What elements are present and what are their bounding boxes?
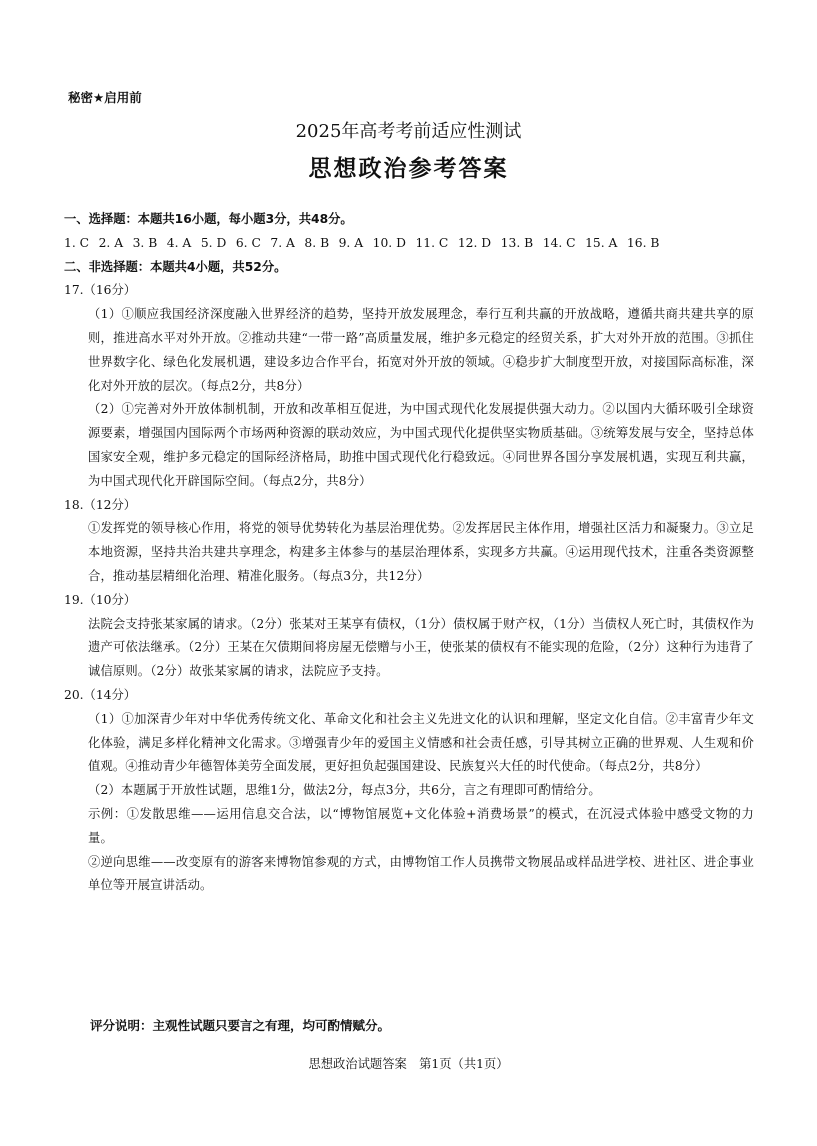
choice-answer: 3. B: [132, 235, 158, 250]
choice-answer: 6. C: [235, 235, 261, 250]
choice-answer: 5. D: [200, 235, 227, 250]
choice-answer: 10. D: [372, 235, 406, 250]
choice-answer: 12. D: [457, 235, 492, 250]
choice-answer: 2. A: [98, 235, 124, 250]
question-20-example-2: ②逆向思维——改变原有的游客来博物馆参观的方式，由博物馆工作人员携带文物展品或样品进学校、进社区、进企事业单位等开展宣讲活动。: [88, 854, 754, 893]
choice-answer: 11. C: [415, 235, 449, 250]
scoring-note: 评分说明：主观性试题只要言之有理，均可酌情赋分。: [90, 1018, 391, 1033]
question-20-example-1: 示例：①发散思维——运用信息交合法，以“博物馆展览+文化体验+消费场景”的模式，在沉浸式体验中感受文物的力量。: [88, 806, 754, 845]
question-17-heading: 17.（16分）: [64, 283, 137, 298]
question-17-part1-answer: （1）①顺应我国经济深度融入世界经济的趋势，坚持开放发展理念，奉行互利共赢的开放战略，遵循共商共建共享的原则，推进高水平对外开放。②推动共建“一带一路”高质量发展，维护多元稳定的经贸关系，扩大对外开放的范围。③抓住世界数字化、绿色化发展机遇，建设多边合作平台，拓宽对外开放的领域。④稳步扩大制度型开放，对接国际高标准，深化对外开放的层次。（每点2分，共8分）: [88, 307, 754, 393]
page-title: 思想政治参考答案: [308, 156, 509, 182]
question-19-heading: 19.（10分）: [64, 592, 137, 607]
question-17-part2-answer: （2）①完善对外开放体制机制，开放和改革相互促进，为中国式现代化发展提供强大动力。②以国内大循环吸引全球资源要素，增强国内国际两个市场两种资源的联动效应，为中国式现代化提供坚实物质基础。③统筹发展与安全，坚持总体国家安全观，维护多元稳定的国际经济格局，助推中国式现代化行稳致远。④同世界各国分享发展机遇，实现互利共赢，为中国式现代化开辟国际空间。（每点2分，共8分）: [88, 402, 754, 488]
question-18-answer: ①发挥党的领导核心作用，将党的领导优势转化为基层治理优势。②发挥居民主体作用，增强社区活力和凝聚力。③立足本地资源，坚持共治共建共享理念，构建多主体参与的基层治理体系，实现多方共赢。④运用现代技术，注重各类资源整合，推动基层精细化治理、精准化服务。（每点3分，共12分）: [88, 521, 754, 583]
exam-title: 2025年高考考前适应性测试: [295, 121, 522, 142]
choice-answer: 8. B: [304, 235, 330, 250]
choice-answer: 7. A: [270, 235, 295, 250]
section-heading-choice: 一、选择题：本题共16小题，每小题3分，共48分。: [64, 212, 353, 226]
choice-answer: 16. B: [626, 235, 660, 250]
choice-answers-row: [64, 232, 754, 256]
choice-answer: 15. A: [585, 235, 618, 250]
question-20-heading: 20.（14分）: [64, 687, 137, 702]
question-20-part2-answer: （2）本题属于开放性试题，思维1分，做法2分，每点3分，共6分，言之有理即可酌情给分。: [88, 783, 601, 798]
choice-answer: 9. A: [338, 235, 364, 250]
question-18-heading: 18.（12分）: [64, 497, 137, 512]
answer-content: [64, 208, 754, 898]
choice-answer: 13. B: [500, 235, 534, 250]
choice-answer: 4. A: [166, 235, 192, 250]
section-heading-nonchoice: 二、非选择题：本题共4小题，共52分。: [64, 259, 287, 274]
page-footer: 思想政治试题答案 第1页（共1页）: [308, 1057, 509, 1071]
confidential-label: 秘密★启用前: [68, 90, 142, 105]
question-20-part1-answer: （1）①加深青少年对中华优秀传统文化、革命文化和社会主义先进文化的认识和理解，坚定文化自信。②丰富青少年文化体验，满足多样化精神文化需求。③增强青少年的爱国主义情感和社会责任感，引导其树立正确的世界观、人生观和价值观。④推动青少年德智体美劳全面发展，更好担负起强国建设、民族复兴大任的时代使命。（每点2分，共8分）: [88, 711, 754, 774]
choice-answer: 14. C: [542, 235, 576, 250]
choice-answer: 1. C: [64, 235, 90, 250]
question-19-answer: 法院会支持张某家属的请求。（2分）张某对王某享有债权，（1分）债权属于财产权，（1分）当债权人死亡时，其债权作为遗产可依法继承。（2分）王某在欠债期间将房屋无偿赠与小王，使张某的债权有不能实现的危险，（2分）这种行为违背了诚信原则。（2分）故张某家属的请求，法院应予支持。: [88, 616, 754, 679]
